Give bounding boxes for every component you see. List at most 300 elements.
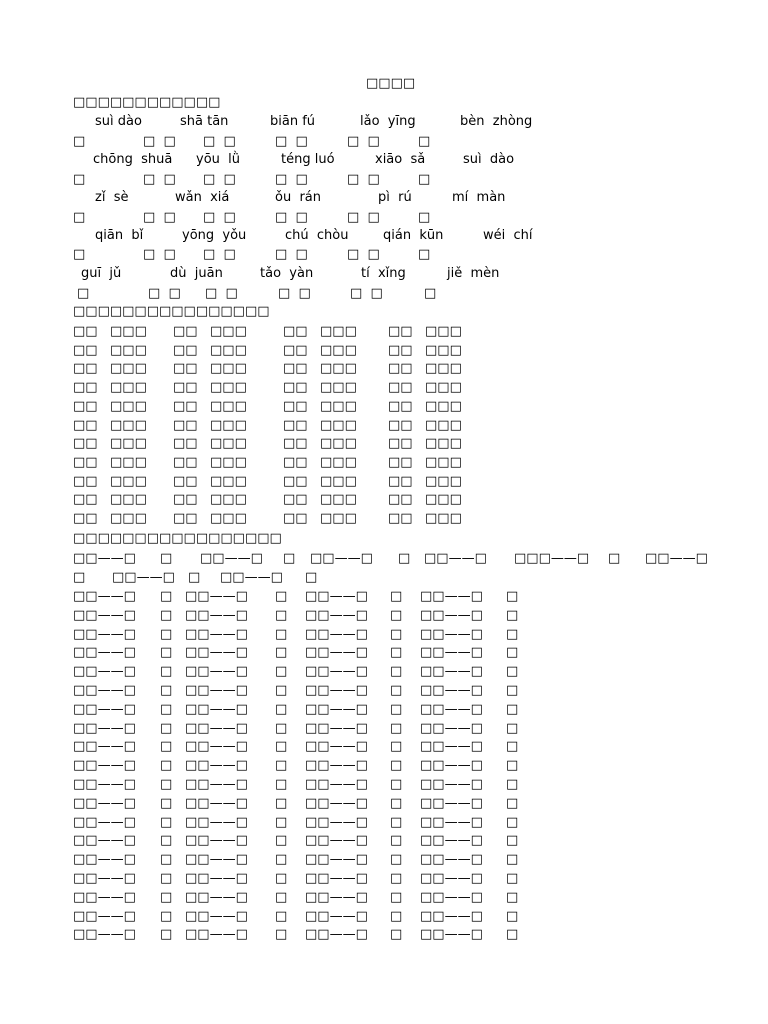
- pinyin-text: biān fú: [270, 114, 316, 129]
- word-row: [0, 491, 768, 509]
- pair-cell: □□——□: [73, 645, 136, 661]
- word-cell: □□□: [110, 380, 147, 396]
- pair-cell: □□——□: [185, 664, 248, 680]
- section2-heading-line: [0, 303, 768, 321]
- pair-cell: □: [390, 645, 403, 661]
- pinyin-text: bèn zhòng: [460, 114, 533, 129]
- word-cell: □□: [283, 511, 308, 526]
- pinyin-text: xiāo sǎ: [375, 152, 426, 167]
- pair-cell: □: [275, 871, 288, 886]
- pair-cell: □: [390, 871, 403, 886]
- answer-bracket: □ □: [203, 247, 236, 262]
- pair-cell: □: [390, 683, 403, 698]
- pinyin-text: dù juān: [170, 266, 223, 281]
- pair-cell: □: [506, 720, 519, 736]
- pinyin-text: pì rú: [378, 190, 412, 205]
- pair-cell: □□——□: [305, 889, 368, 905]
- pair-cell: □: [283, 551, 296, 566]
- pair-cell: □: [275, 927, 288, 943]
- pair-cell: □: [160, 720, 173, 736]
- word-cell: □□□: [320, 361, 357, 377]
- pair-cell: □: [390, 758, 403, 774]
- pair-cell: □: [160, 814, 173, 830]
- answer-bracket: □ □: [203, 210, 236, 225]
- pair-row: [0, 550, 768, 568]
- pair-cell: □: [160, 626, 173, 642]
- word-row: [0, 342, 768, 360]
- pair-cell: □□——□: [420, 927, 483, 943]
- word-cell: □□□: [320, 398, 357, 414]
- word-cell: □□: [283, 398, 308, 414]
- pair-cell: □: [390, 626, 403, 642]
- word-cell: □□: [173, 511, 198, 526]
- pair-cell: □: [506, 683, 519, 698]
- pair-cell: □□——□: [73, 739, 136, 755]
- word-row: [0, 417, 768, 435]
- word-cell: □□□: [320, 511, 357, 526]
- word-cell: □□: [388, 398, 413, 414]
- answer-bracket: □ □: [203, 172, 236, 187]
- pair-cell: □□——□: [420, 701, 483, 717]
- pair-cell: □□——□: [305, 777, 368, 792]
- pair-cell: □: [390, 739, 403, 755]
- answer-bracket: □: [418, 172, 431, 187]
- pair-cell: □□——□: [420, 645, 483, 661]
- pair-cell: □□——□: [185, 739, 248, 755]
- answer-bracket-row: [0, 209, 768, 227]
- pair-row: [0, 832, 768, 850]
- answer-bracket: □ □: [143, 172, 176, 187]
- answer-bracket: □ □: [143, 247, 176, 262]
- pair-cell: □□——□: [420, 795, 483, 811]
- pair-cell: □: [390, 795, 403, 811]
- pair-cell: □□——□: [185, 889, 248, 905]
- pinyin-text: mí màn: [452, 190, 506, 205]
- word-cell: □□□: [320, 380, 357, 396]
- pair-cell: □□——□: [185, 683, 248, 698]
- pair-cell: □□——□: [420, 739, 483, 755]
- word-cell: □□□: [425, 417, 462, 433]
- pinyin-text: chōng shuā: [93, 152, 173, 167]
- pair-cell: □: [506, 758, 519, 774]
- pair-cell: □: [506, 589, 519, 604]
- pair-cell: □□——□: [73, 908, 136, 924]
- pair-cell: □□——□: [420, 607, 483, 623]
- pair-cell: □: [275, 626, 288, 642]
- word-cell: □□: [283, 454, 308, 470]
- pinyin-row: [0, 189, 768, 207]
- pair-cell: □□——□: [73, 833, 136, 849]
- pair-cell: □: [160, 607, 173, 623]
- pair-cell: □□——□: [185, 795, 248, 811]
- pair-cell: □: [160, 908, 173, 924]
- answer-bracket-row: [0, 171, 768, 189]
- pair-row: [0, 757, 768, 775]
- word-cell: □□□: [110, 417, 147, 433]
- word-cell: □□: [173, 324, 198, 339]
- answer-bracket: □ □: [143, 210, 176, 225]
- pair-cell: □: [275, 664, 288, 680]
- pair-cell: □: [506, 871, 519, 886]
- pair-cell: □: [160, 645, 173, 661]
- word-cell: □□□: [110, 511, 147, 526]
- pair-row: [0, 644, 768, 662]
- pair-cell: □□——□: [420, 626, 483, 642]
- pair-cell: □□——□: [305, 645, 368, 661]
- pair-cell: □□——□: [73, 589, 136, 604]
- pair-cell: □: [506, 739, 519, 755]
- pair-cell: □: [305, 570, 318, 585]
- pair-row: [0, 663, 768, 681]
- word-cell: □□□: [320, 342, 357, 358]
- word-cell: □□: [388, 454, 413, 470]
- title-line: [0, 75, 768, 93]
- page-title: □□□□: [366, 76, 416, 91]
- pair-cell: □□——□: [185, 871, 248, 886]
- pinyin-text: lǎo yīng: [360, 114, 416, 129]
- word-cell: □□: [388, 492, 413, 508]
- pair-row: [0, 738, 768, 756]
- word-cell: □□□: [210, 492, 247, 508]
- pair-cell: □: [275, 683, 288, 698]
- word-cell: □□□: [425, 473, 462, 489]
- pair-cell: □: [275, 645, 288, 661]
- answer-bracket: □ □: [350, 286, 383, 301]
- pair-cell: □: [275, 795, 288, 811]
- pair-row: [0, 588, 768, 606]
- word-cell: □□: [73, 324, 98, 339]
- word-cell: □□□: [210, 417, 247, 433]
- word-cell: □□: [283, 380, 308, 396]
- answer-bracket: □: [73, 134, 86, 149]
- pair-cell: □□——□: [420, 871, 483, 886]
- pair-cell: □□——□: [310, 551, 373, 566]
- pair-cell: □□——□: [73, 551, 136, 566]
- word-cell: □□□: [425, 361, 462, 377]
- word-cell: □□□: [320, 324, 357, 339]
- pair-cell: □□——□: [73, 664, 136, 680]
- pair-cell: □□——□: [424, 551, 487, 566]
- word-cell: □□: [283, 324, 308, 339]
- pair-row: [0, 908, 768, 926]
- pinyin-text: wéi chí: [483, 228, 533, 243]
- answer-bracket: □ □: [275, 247, 308, 262]
- pinyin-text: suì dào: [95, 114, 142, 129]
- answer-bracket-row: [0, 246, 768, 264]
- pair-row: [0, 701, 768, 719]
- word-cell: □□: [283, 417, 308, 433]
- pair-cell: □□——□: [645, 551, 708, 566]
- pair-cell: □□——□: [420, 889, 483, 905]
- pair-cell: □: [275, 607, 288, 623]
- word-cell: □□: [173, 454, 198, 470]
- word-cell: □□: [173, 473, 198, 489]
- pair-cell: □□——□: [185, 777, 248, 792]
- word-cell: □□: [388, 342, 413, 358]
- word-cell: □□: [283, 492, 308, 508]
- pair-cell: □□——□: [185, 589, 248, 604]
- word-row: [0, 398, 768, 416]
- pair-row: [0, 776, 768, 794]
- pair-cell: □: [160, 758, 173, 774]
- word-cell: □□: [283, 361, 308, 377]
- answer-bracket: □ □: [347, 247, 380, 262]
- pair-cell: □□——□: [185, 720, 248, 736]
- pair-cell: □: [390, 607, 403, 623]
- word-cell: □□□: [210, 473, 247, 489]
- pair-cell: □: [506, 777, 519, 792]
- pair-cell: □: [506, 908, 519, 924]
- word-cell: □□: [388, 436, 413, 452]
- pair-cell: □: [160, 795, 173, 811]
- pair-cell: □: [188, 570, 201, 585]
- word-cell: □□: [388, 473, 413, 489]
- word-cell: □□□: [320, 473, 357, 489]
- word-cell: □□□: [425, 398, 462, 414]
- answer-bracket: □ □: [203, 134, 236, 149]
- pair-cell: □□——□: [185, 833, 248, 849]
- word-cell: □□: [283, 436, 308, 452]
- answer-bracket: □ □: [278, 286, 311, 301]
- word-cell: □□: [73, 454, 98, 470]
- pinyin-text: zǐ sè: [95, 190, 129, 205]
- pair-row: [0, 795, 768, 813]
- pinyin-text: yōu lǜ: [196, 152, 241, 167]
- word-cell: □□: [388, 361, 413, 377]
- word-cell: □□□: [110, 492, 147, 508]
- word-cell: □□: [388, 324, 413, 339]
- word-cell: □□□: [425, 511, 462, 526]
- word-cell: □□□: [320, 454, 357, 470]
- answer-bracket: □: [424, 286, 437, 301]
- pinyin-text: wǎn xiá: [175, 190, 230, 205]
- pair-cell: □: [160, 739, 173, 755]
- pair-cell: □: [275, 833, 288, 849]
- word-cell: □□□: [110, 398, 147, 414]
- pair-cell: □□——□: [73, 814, 136, 830]
- pinyin-text: tí xǐng: [361, 266, 406, 281]
- word-cell: □□: [173, 361, 198, 377]
- pair-cell: □□——□: [420, 683, 483, 698]
- pair-cell: □: [506, 645, 519, 661]
- word-cell: □□□: [425, 436, 462, 452]
- word-row: [0, 435, 768, 453]
- word-cell: □□□: [110, 454, 147, 470]
- pair-cell: □: [506, 927, 519, 943]
- pair-cell: □□——□: [305, 795, 368, 811]
- word-cell: □□: [173, 492, 198, 508]
- pair-cell: □: [275, 589, 288, 604]
- answer-bracket: □ □: [143, 134, 176, 149]
- section3-heading-line: [0, 530, 768, 548]
- answer-bracket: □ □: [205, 286, 238, 301]
- pinyin-text: shā tān: [180, 114, 229, 129]
- pinyin-row: [0, 265, 768, 283]
- pair-cell: □: [160, 777, 173, 792]
- pair-cell: □□——□: [420, 758, 483, 774]
- pair-cell: □□——□: [73, 871, 136, 886]
- pair-cell: □□——□: [185, 908, 248, 924]
- pair-cell: □□——□: [185, 758, 248, 774]
- pair-cell: □: [506, 833, 519, 849]
- word-cell: □□: [73, 436, 98, 452]
- word-cell: □□□: [110, 436, 147, 452]
- word-cell: □□: [283, 342, 308, 358]
- pair-cell: □: [390, 777, 403, 792]
- pair-cell: □□——□: [305, 739, 368, 755]
- pair-cell: □: [506, 889, 519, 905]
- pair-cell: □: [506, 607, 519, 623]
- pair-cell: □□——□: [305, 607, 368, 623]
- pair-cell: □□——□: [185, 626, 248, 642]
- pinyin-text: chú chòu: [285, 228, 349, 243]
- answer-bracket: □ □: [275, 134, 308, 149]
- pair-cell: □□——□: [305, 927, 368, 943]
- pinyin-row: [0, 113, 768, 131]
- pair-cell: □: [390, 908, 403, 924]
- pair-row: [0, 682, 768, 700]
- word-cell: □□: [73, 342, 98, 358]
- pair-cell: □□——□: [185, 852, 248, 868]
- word-row: [0, 323, 768, 341]
- answer-bracket: □ □: [347, 210, 380, 225]
- word-cell: □□□: [210, 454, 247, 470]
- pair-row: [0, 926, 768, 944]
- answer-bracket: □ □: [148, 286, 181, 301]
- word-cell: □□□: [210, 398, 247, 414]
- pair-cell: □□——□: [305, 908, 368, 924]
- word-row: [0, 454, 768, 472]
- pair-cell: □□——□: [73, 683, 136, 698]
- answer-bracket: □ □: [275, 210, 308, 225]
- pair-cell: □□——□: [420, 777, 483, 792]
- pair-cell: □□——□: [185, 645, 248, 661]
- pair-cell: □: [275, 739, 288, 755]
- pair-cell: □□——□: [73, 889, 136, 905]
- word-cell: □□: [73, 361, 98, 377]
- word-cell: □□□: [425, 324, 462, 339]
- pair-cell: □: [73, 570, 86, 585]
- word-cell: □□: [73, 417, 98, 433]
- pair-cell: □: [160, 889, 173, 905]
- pair-cell: □: [390, 589, 403, 604]
- pair-cell: □: [160, 551, 173, 566]
- pair-cell: □□——□: [305, 720, 368, 736]
- word-cell: □□□: [210, 361, 247, 377]
- word-row: [0, 510, 768, 528]
- answer-bracket-row: [0, 285, 768, 303]
- pair-cell: □: [160, 852, 173, 868]
- pair-cell: □□——□: [73, 927, 136, 943]
- pinyin-text: qiān bǐ: [95, 228, 144, 243]
- answer-bracket: □: [418, 134, 431, 149]
- pair-cell: □: [160, 683, 173, 698]
- word-row: [0, 360, 768, 378]
- pinyin-text: qián kūn: [383, 228, 444, 243]
- word-cell: □□: [73, 511, 98, 526]
- word-cell: □□: [388, 417, 413, 433]
- pair-cell: □: [160, 664, 173, 680]
- pair-cell: □□——□: [185, 814, 248, 830]
- pair-cell: □□——□: [200, 551, 263, 566]
- pair-cell: □: [275, 814, 288, 830]
- word-cell: □□□: [425, 492, 462, 508]
- pair-cell: □□——□: [420, 720, 483, 736]
- word-cell: □□: [73, 473, 98, 489]
- pair-cell: □: [160, 701, 173, 717]
- pair-cell: □: [506, 626, 519, 642]
- word-cell: □□: [173, 417, 198, 433]
- word-cell: □□□: [425, 380, 462, 396]
- pair-row: [0, 870, 768, 888]
- pair-row: [0, 814, 768, 832]
- pair-cell: □□——□: [73, 701, 136, 717]
- pair-cell: □: [160, 927, 173, 943]
- answer-bracket: □ □: [347, 172, 380, 187]
- pair-cell: □: [506, 852, 519, 868]
- pair-cell: □: [506, 664, 519, 680]
- pinyin-text: téng luó: [281, 152, 335, 167]
- word-cell: □□□: [210, 324, 247, 339]
- pinyin-text: yōng yǒu: [182, 228, 247, 243]
- pair-cell: □□——□: [420, 664, 483, 680]
- word-cell: □□: [173, 398, 198, 414]
- pair-cell: □□——□: [185, 927, 248, 943]
- word-cell: □□□: [425, 342, 462, 358]
- word-cell: □□: [73, 380, 98, 396]
- pair-cell: □: [390, 664, 403, 680]
- answer-bracket: □: [418, 210, 431, 225]
- word-cell: □□□: [110, 324, 147, 339]
- word-row: [0, 379, 768, 397]
- word-cell: □□□: [320, 492, 357, 508]
- pair-cell: □□——□: [420, 833, 483, 849]
- word-cell: □□□: [320, 417, 357, 433]
- pair-cell: □□□——□: [514, 551, 590, 566]
- pair-cell: □: [506, 795, 519, 811]
- pair-cell: □: [275, 758, 288, 774]
- word-cell: □□: [388, 511, 413, 526]
- word-cell: □□: [283, 473, 308, 489]
- pair-row: [0, 626, 768, 644]
- pinyin-row: [0, 151, 768, 169]
- pair-cell: □□——□: [305, 664, 368, 680]
- pair-cell: □: [390, 720, 403, 736]
- word-cell: □□□: [320, 436, 357, 452]
- pinyin-text: tǎo yàn: [260, 266, 314, 281]
- word-cell: □□: [73, 492, 98, 508]
- pair-cell: □□——□: [73, 720, 136, 736]
- pair-cell: □□——□: [73, 777, 136, 792]
- pair-cell: □□——□: [73, 852, 136, 868]
- answer-bracket: □: [418, 247, 431, 262]
- pair-row: [0, 720, 768, 738]
- pair-cell: □□——□: [305, 701, 368, 717]
- pinyin-text: suì dào: [463, 152, 515, 167]
- word-cell: □□□: [110, 473, 147, 489]
- pair-cell: □□——□: [73, 607, 136, 623]
- pair-cell: □: [390, 852, 403, 868]
- section1-heading-line: [0, 94, 768, 112]
- section3-heading: □□□□□□□□□□□□□□□□□: [73, 531, 282, 546]
- section2-heading: □□□□□□□□□□□□□□□□: [73, 304, 270, 319]
- word-cell: □□□: [425, 454, 462, 470]
- pair-cell: □: [390, 889, 403, 905]
- pair-cell: □: [390, 701, 403, 717]
- pinyin-text: jiě mèn: [447, 266, 500, 281]
- pair-cell: □□——□: [305, 683, 368, 698]
- pair-cell: □: [160, 589, 173, 604]
